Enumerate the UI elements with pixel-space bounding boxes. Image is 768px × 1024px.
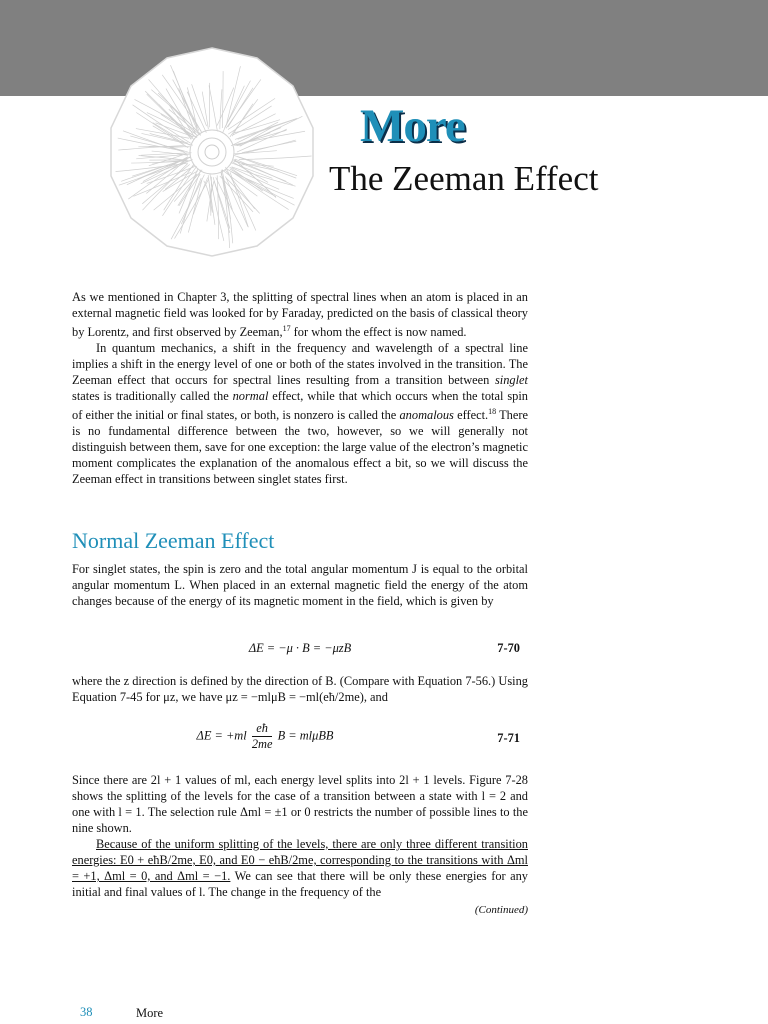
intro-paragraph-2: In quantum mechanics, a shift in the frequency and wavelength of a spectral line implies a shift in the energy level of one or both of the states involved in the transition. The Zeeman effect that occurs for spectral lines resulting from a transition between singlet states is traditionally called the normal effect, while that which occurs when the total spin of either the initial or final states, or both, is nonzero is called the anomalous effect.$^{18}$ There is no fundamental difference between the two, however, so we will generally not distinguish between them, save for one exception: the large value of the electron’s magnetic moment complicates the explanation of the anomalous effect a bit, so we will discuss the Zeeman effect in transitions between singlet states first. (72, 341, 528, 487)
section-heading: Normal Zeeman Effect (72, 528, 275, 553)
intro-paragraph-1: As we mentioned in Chapter 3, the splitting of spectral lines when an atom is placed in an external magnetic field was looked for by Faraday, predicted on the basis of classical theory by Lorentz, and first observed by Zeeman,$^{17}$ for whom the effect is now named. (72, 290, 528, 340)
page-number: 38 (80, 1005, 93, 1019)
section-paragraph-1: For singlet states, the spin is zero and the total angular momentum J is equal to the orbital angular momentum L. When placed in an external magnetic field the energy of the atom changes because of the energy of its magnetic moment in the field, which is given by (72, 562, 528, 608)
intro-text (72, 289, 528, 487)
section-paragraph-2: where the z direction is defined by the direction of B. (Compare with Equation 7-56.) Using Equation 7-45 for μz, we have μz = −mlμB = −ml(eħ/2me), and (72, 674, 528, 704)
bubble-chamber-emblem-icon (107, 46, 317, 258)
equation-number: 7-71 (497, 731, 520, 745)
section-paragraph-3: Since there are 2l + 1 values of ml, each energy level splits into 2l + 1 levels. Figure 7-28 shows the splitting of the levels for the case of a transition between a state with l = 2 and one with l = 1. The selection rule Δml = ±1 or 0 restricts the number of possible lines to the nine shown. (72, 773, 528, 835)
page-title: More (360, 100, 465, 152)
equation-text: ΔE = +ml $\frac{eħ}{2me}$ B = mlμBB (196, 721, 334, 751)
equation-7-71 (72, 721, 528, 752)
equation-7-70 (72, 641, 528, 656)
section-paragraph-4: Because of the uniform splitting of the levels, there are only three different transition energies: E0 + eħB/2me, E0, and E0 − eħB/2me, corresponding to the transitions with Δml = +1, Δml = 0, and Δml = −1. We can see that there will be only these energies for any initial and final values of l. The change in the frequency of the (72, 837, 528, 899)
equation-text: ΔE = −μ · B = −μzB (248, 641, 352, 655)
page-subtitle: The Zeeman Effect (329, 159, 599, 198)
fraction: $\frac{eħ}{2me}$ (251, 721, 273, 751)
equation-number: 7-70 (497, 641, 520, 655)
continued-note: (Continued) (474, 904, 528, 916)
footer-label: More (136, 1006, 164, 1020)
